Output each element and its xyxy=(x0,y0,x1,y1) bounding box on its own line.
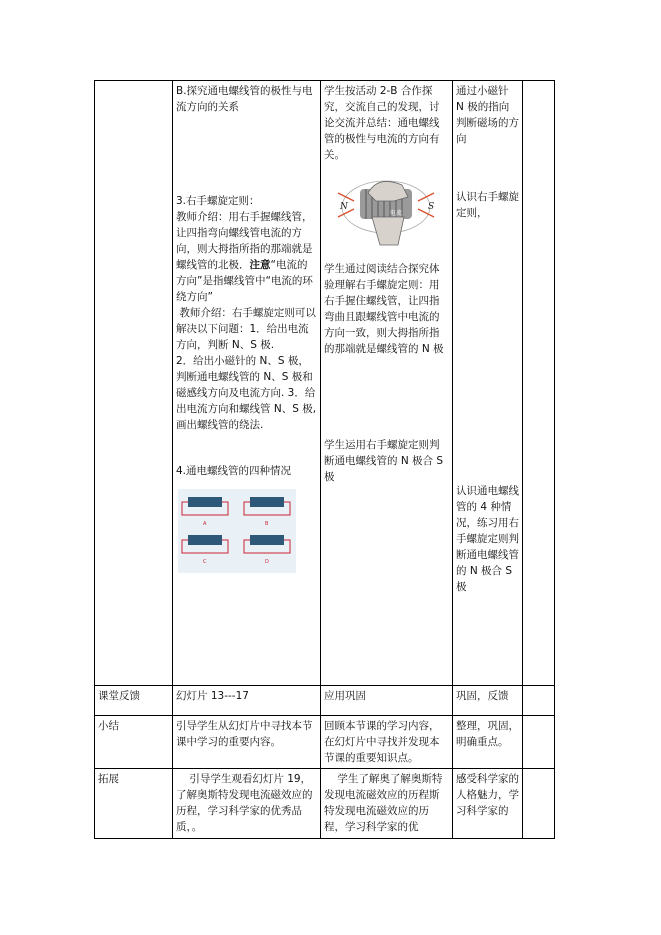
extend-col2 xyxy=(173,769,321,839)
intent-b: 认识右手螺旋定则， xyxy=(456,191,519,219)
four-cases-image xyxy=(178,489,296,573)
cell-main-col2 xyxy=(173,81,321,686)
rule-solve-a: 教师介绍：右手螺旋定则可以解决以下问题：1．给出电流方向，判断 N、S 极. xyxy=(176,307,316,351)
table-row-main xyxy=(95,81,555,686)
coil-n-label: N xyxy=(340,202,348,212)
feedback-col5 xyxy=(523,686,555,716)
intent-a: 通过小磁针 N 极的指向判断磁场的方向 xyxy=(456,85,519,145)
case-label-c: C xyxy=(203,559,207,565)
feedback-col3: 应用巩固 xyxy=(321,686,453,716)
student-activity-b: 学生通过阅读结合探究体验理解右手螺旋定则：用右手握住螺线管，让四指弯曲且跟螺线管中电流的方向一致，则大拇指所指的那端就是螺线管的 N 极 xyxy=(324,263,444,355)
student-activity-a: 学生按活动 2-B 合作探究，交流自己的发现，讨论交流并总结：通电螺线管的极性与电流的方向有关。 xyxy=(324,85,440,161)
summary-col1: 小结 xyxy=(95,716,173,769)
rule-intro xyxy=(176,209,317,305)
rule-title: 3.右手螺旋定则： xyxy=(176,195,260,207)
student-activity-c: 学生运用右手螺旋定则判断通电螺线管的 N 极合 S 极 xyxy=(324,439,447,483)
feedback-col4: 巩固，反馈 xyxy=(453,686,523,716)
extend-col5 xyxy=(523,769,555,839)
feedback-col1: 课堂反馈 xyxy=(95,686,173,716)
rule-intro-a: 教师介绍：用右手握螺线管，让四指弯向螺线管电流的方向，则大拇指所指的那端就是螺线管的北极． xyxy=(176,211,313,271)
extend-col4: 感受科学家的人格魅力，学习科学家的 xyxy=(453,769,523,839)
intent-c: 认识通电螺线管的 4 种情况，练习用右手螺旋定则判断通电螺线管的 N 极合 S 极 xyxy=(456,485,519,593)
extend-col1: 拓展 xyxy=(95,769,173,839)
lesson-plan-table xyxy=(94,80,555,839)
note-label: 注意 xyxy=(249,259,271,271)
summary-col5 xyxy=(523,716,555,769)
cell-main-col3 xyxy=(321,81,453,686)
table-row-feedback xyxy=(95,686,555,716)
rule-intro-b: “电流的方向”是指螺线管中“电流的环绕方向” xyxy=(176,259,313,303)
rule-solve-b: 2．给出小磁针的 N、S 极，判断通电螺线管的 N、S 极和磁感线方向及电流方向. 3．给出电流方向和螺线管 N、S 极,画出螺线管的绕法. xyxy=(176,355,317,431)
cell-main-col4 xyxy=(453,81,523,686)
case-label-d: D xyxy=(265,559,269,565)
extend-col3 xyxy=(321,769,453,839)
four-cases-title: 4.通电螺线管的四种情况 xyxy=(176,465,292,477)
summary-col3: 回顾本节课的学习内容，在幻灯片中寻找并发现本节课的重要知识点。 xyxy=(321,716,453,769)
summary-col4: 整理，巩固，明确重点。 xyxy=(453,716,523,769)
right-hand-coil-image xyxy=(324,167,448,249)
extend-col2-text: 引导学生观看幻灯片 19，了解奥斯特发现电流磁效应的历程，学习科学家的优秀品质，。 xyxy=(176,773,313,833)
b-title: B.探究通电螺线管的极性与电流方向的关系 xyxy=(176,85,313,113)
table-row-extend xyxy=(95,769,555,839)
coil-s-label: S xyxy=(428,202,435,212)
feedback-col2: 幻灯片 13---17 xyxy=(173,686,321,716)
case-label-b: B xyxy=(265,521,269,527)
cell-main-col1 xyxy=(95,81,173,686)
coil-current-label: 电流 xyxy=(390,210,403,217)
table-row-summary xyxy=(95,716,555,769)
cell-main-col5 xyxy=(523,81,555,686)
extend-col3-text: 学生了解奥了解奥斯特发现电流磁效应的历程斯特发现电流磁效应的历程，学习科学家的优 xyxy=(324,773,443,833)
case-label-a: A xyxy=(203,521,207,527)
summary-col2: 引导学生从幻灯片中寻找本节课中学习的重要内容。 xyxy=(173,716,321,769)
